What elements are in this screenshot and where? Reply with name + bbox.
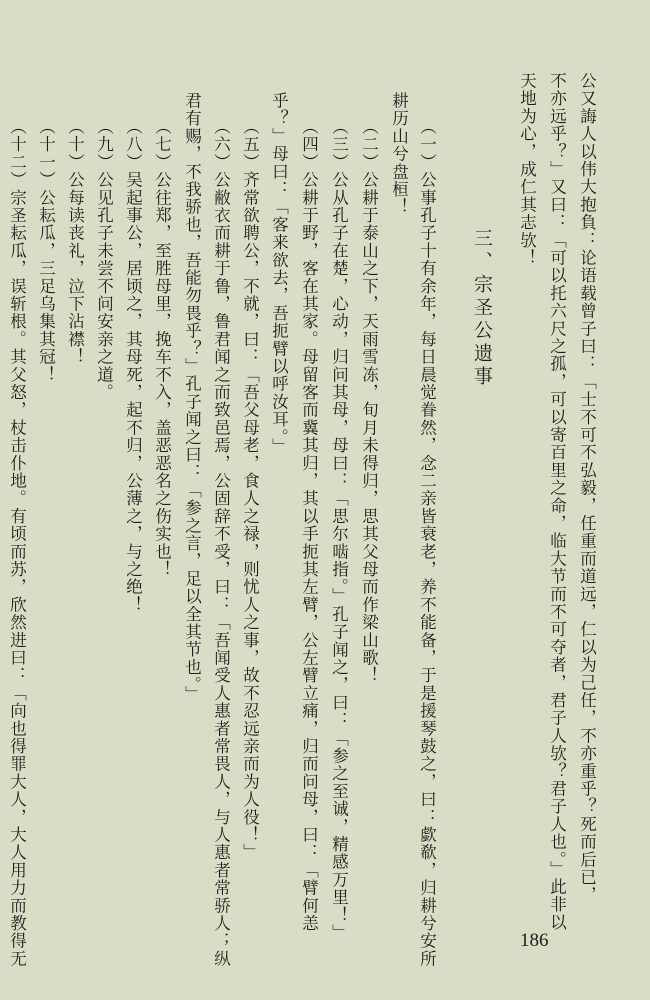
text-column-9: （四）公耕于野，客在其家。母留客而冀其归，其以手扼其左臂，公左臂立痛，归而问母，曰：「臂何恙 bbox=[299, 118, 319, 933]
text-column-18: （十一）公耘瓜，三足乌集其冠！ bbox=[36, 118, 56, 384]
text-column-10: 乎？」母曰：「客来欲去，吾扼臂以呼汝耳。」 bbox=[269, 92, 289, 456]
text-column-17: （十）公每读丧礼，泣下沾襟！ bbox=[65, 118, 85, 366]
text-column-6: 耕历山兮盘桓！ bbox=[389, 92, 409, 216]
text-column-5: （一）公事孔子十有余年，每日晨觉眷然，念二亲皆衰老，养不能备，于是援琴鼓之，曰：歔欷，归耕兮安所 bbox=[417, 118, 437, 968]
page-number: 186 bbox=[520, 930, 549, 951]
text-column-16: （九）公见孔子未尝不问安亲之道。 bbox=[94, 118, 114, 402]
text-column-8: （三）公从孔子在楚，心动，归问其母，母曰：「思尔啮指。」孔子闻之，曰：「参之至诚，精感万里！」 bbox=[329, 118, 349, 942]
text-column-15: （八）吴起事公，居顷之，其母死，起不归，公薄之，与之绝！ bbox=[123, 118, 143, 614]
text-column-19: （十二）宗圣耘瓜，误斩根。其父怒，杖击仆地。有顷而苏，欣然进曰：「向也得罪大人，大人用力而教得无 bbox=[7, 118, 27, 968]
text-column-14: （七）公往郑，至胜母里，挽车不入，盖恶恶名之伤实也！ bbox=[152, 118, 172, 579]
text-column-13: 君有赐，不我骄也，吾能勿畏乎？」孔子闻之曰：「参之言，足以全其节也。」 bbox=[182, 92, 202, 704]
text-column-7: （二）公耕于泰山之下，天雨雪冻，旬月未得归，思其父母而作梁山歌！ bbox=[359, 118, 379, 685]
text-column-2: 不亦远乎？」又曰：「可以托六尺之孤，可以寄百里之命，临大节而不可夺者，君子人欤？君子人也。」此非以 bbox=[547, 72, 567, 932]
text-column-1: 公又誨人以伟大抱負：论语载曾子曰：「士不可不弘毅，任重而道远，仁以为己任，不亦重乎？死而后已， bbox=[577, 72, 597, 904]
section-title: 三、宗圣公遗事 bbox=[471, 228, 493, 389]
text-column-12: （六）公敝衣而耕于鲁，鲁君闻之而致邑焉，公固辞不受，曰：「吾闻受人惠者常畏人，与人惠者常骄人；纵 bbox=[211, 118, 231, 968]
text-column-11: （五）齐常欲聘公，不就，曰：「吾父母老，食人之禄，则忧人之事，故不忍远亲而为人役！」 bbox=[240, 118, 260, 862]
text-column-3: 天地为心，成仁其志欤！ bbox=[517, 72, 537, 267]
